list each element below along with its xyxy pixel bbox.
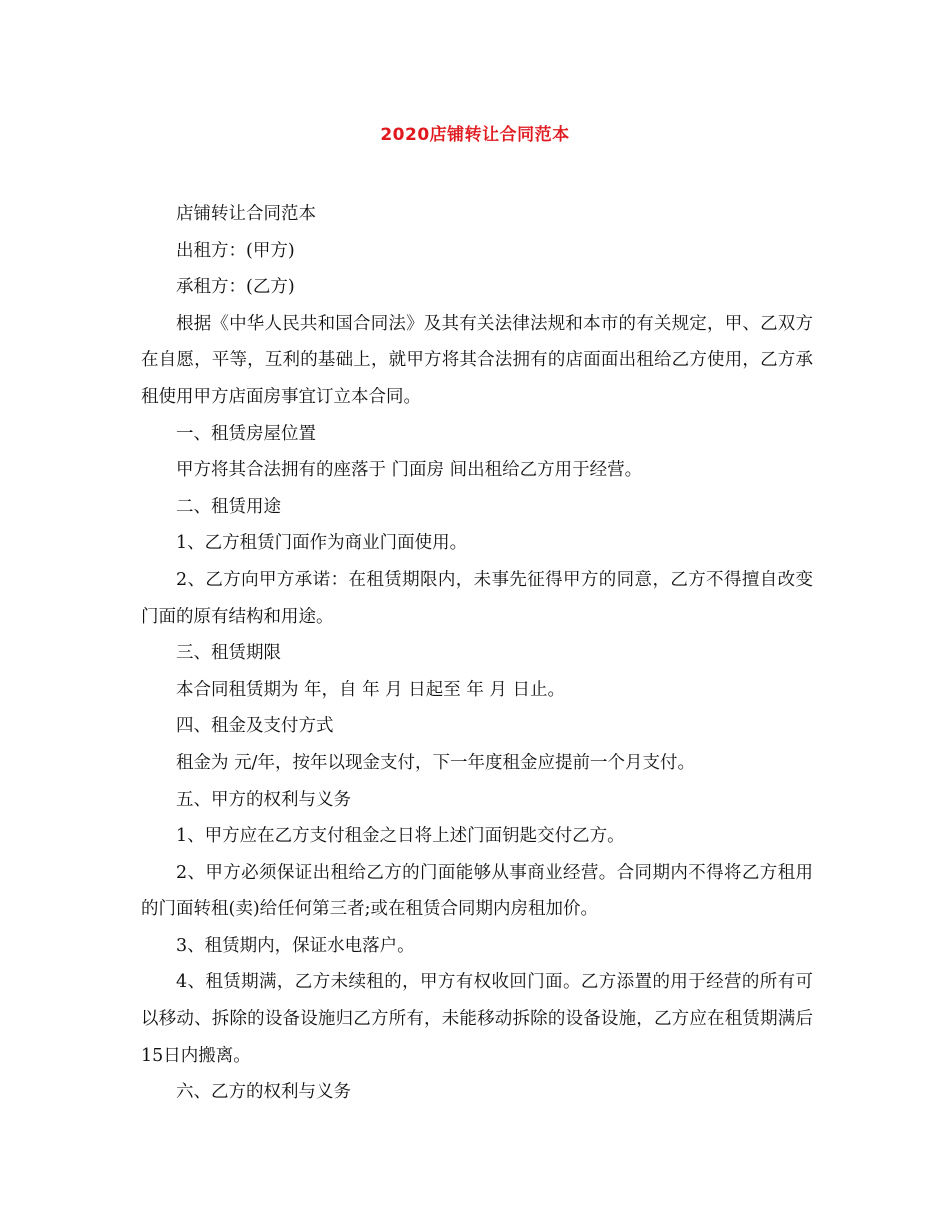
section-heading-lessee-duties: 六、乙方的权利与义务 bbox=[176, 1082, 351, 1103]
paragraph-purpose-1: 1、乙方租赁门面作为商业门面使用。 bbox=[176, 533, 468, 554]
section-heading-location: 一、租赁房屋位置 bbox=[176, 423, 316, 444]
paragraph-lessor-duty-4: 4、租赁期满，乙方未续租的，甲方有权收回门面。乙方添置的用于经营的所有可以移动、拆除的设备设施归乙方所有，未能移动拆除的设备设施，乙方应在租赁期满后15日内搬离。 bbox=[141, 972, 813, 1066]
section-heading-lessor-duties: 五、甲方的权利与义务 bbox=[176, 789, 351, 810]
section-heading-term: 三、租赁期限 bbox=[176, 643, 281, 664]
paragraph-lessor: 出租方：(甲方) bbox=[176, 240, 295, 261]
paragraph-lessee: 承租方：(乙方) bbox=[176, 277, 295, 298]
paragraph-rent: 租金为 元/年，按年以现金支付，下一年度租金应提前一个月支付。 bbox=[176, 752, 695, 773]
paragraph-term: 本合同租赁期为 年，自 年 月 日起至 年 月 日止。 bbox=[176, 679, 565, 700]
paragraph-location: 甲方将其合法拥有的座落于 门面房 间出租给乙方用于经营。 bbox=[176, 460, 643, 481]
paragraph-lessor-duty-2: 2、甲方必须保证出租给乙方的门面能够从事商业经营。合同期内不得将乙方租用的门面转租(卖)给任何第三者;或在租赁合同期内房租加价。 bbox=[141, 862, 813, 920]
section-heading-rent: 四、租金及支付方式 bbox=[176, 716, 334, 737]
paragraph-preamble: 根据《中华人民共和国合同法》及其有关法律法规和本市的有关规定，甲、乙双方在自愿，平等，互利的基础上，就甲方将其合法拥有的店面面出租给乙方使用，乙方承租使用甲方店面房事宜订立本合同。 bbox=[141, 313, 813, 407]
paragraph-purpose-2: 2、乙方向甲方承诺：在租赁期限内，未事先征得甲方的同意，乙方不得擅自改变门面的原有结构和用途。 bbox=[141, 569, 813, 627]
paragraph-heading: 店铺转让合同范本 bbox=[176, 204, 316, 224]
paragraph-lessor-duty-3: 3、租赁期内，保证水电落户。 bbox=[176, 935, 415, 956]
document-body bbox=[141, 196, 813, 1111]
document-title: 2020店铺转让合同范本 bbox=[380, 125, 570, 145]
paragraph-lessor-duty-1: 1、甲方应在乙方支付租金之日将上述门面钥匙交付乙方。 bbox=[176, 826, 625, 847]
section-heading-purpose: 二、租赁用途 bbox=[176, 496, 281, 517]
